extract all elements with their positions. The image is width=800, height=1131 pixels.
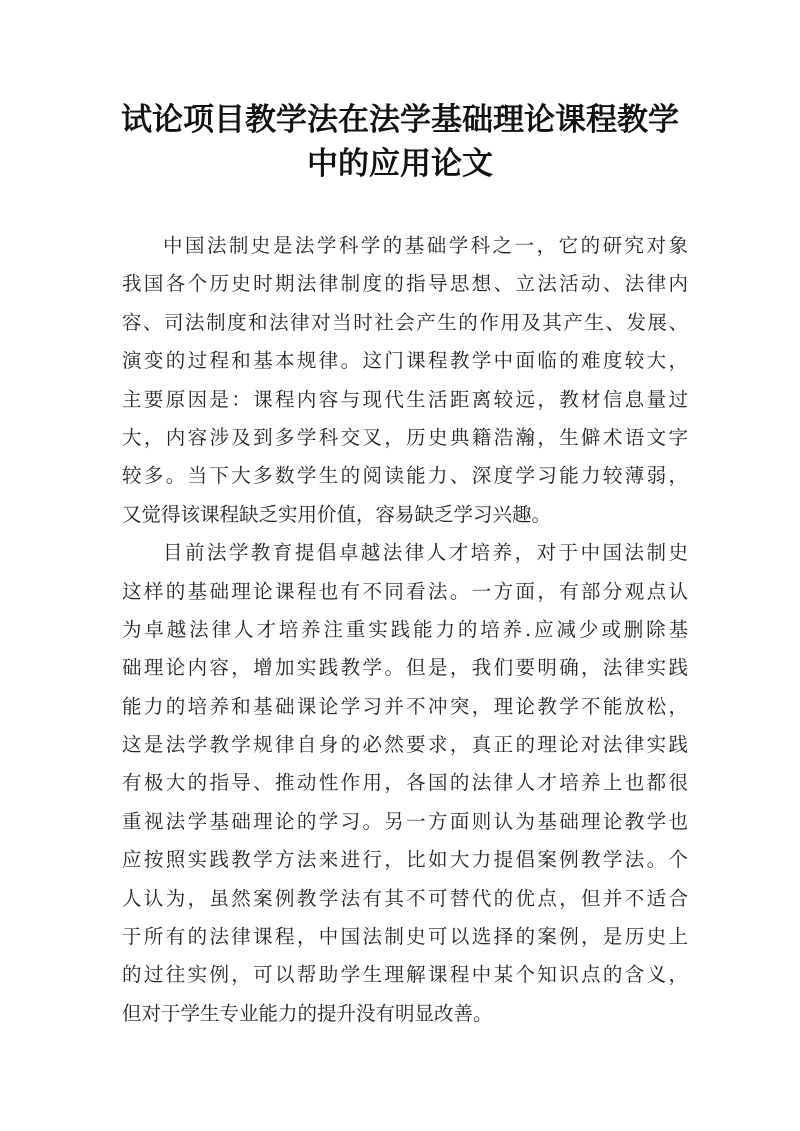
- paragraph-line: 人认为，虽然案例教学法有其不可替代的优点，但并不适合: [122, 886, 688, 910]
- title-line-2: 中的应用论文: [307, 146, 493, 182]
- paragraph-1: [122, 227, 688, 534]
- paragraph-line: 演变的过程和基本规律。这门课程教学中面临的难度较大，: [122, 349, 688, 373]
- paragraph-line: 中国法制史是法学科学的基础学科之一，它的研究对象: [163, 234, 688, 257]
- paragraph-line: 重视法学基础理论的学习。另一方面则认为基础理论教学也: [122, 809, 688, 833]
- paragraph-line: 又觉得该课程缺乏实用价值，容易缺乏学习兴趣。: [122, 502, 552, 526]
- paragraph-line: 主要原因是：课程内容与现代生活距离较远，教材信息量过: [122, 387, 688, 411]
- document-body: [122, 227, 688, 1033]
- paragraph-line: 但对于学生专业能力的提升没有明显改善。: [122, 1001, 493, 1025]
- paragraph-line: 这样的基础理论课程也有不同看法。一方面，有部分观点认: [122, 579, 688, 603]
- paragraph-2: [122, 534, 688, 1033]
- paragraph-line: 容、司法制度和法律对当时社会产生的作用及其产生、发展、: [122, 310, 688, 334]
- document-title: [100, 98, 700, 186]
- paragraph-line: 的过往实例，可以帮助学生理解课程中某个知识点的含义，: [122, 963, 688, 987]
- paragraph-line: 能力的培养和基础课论学习并不冲突，理论教学不能放松，: [122, 694, 688, 718]
- paragraph-line: 较多。当下大多数学生的阅读能力、深度学习能力较薄弱，: [122, 464, 688, 488]
- title-line-1: 试论项目教学法在法学基础理论课程教学: [121, 102, 679, 138]
- paragraph-line: 大，内容涉及到多学科交叉，历史典籍浩瀚，生僻术语文字: [122, 425, 688, 449]
- paragraph-line: 于所有的法律课程，中国法制史可以选择的案例，是历史上: [122, 925, 688, 949]
- paragraph-line: 础理论内容，增加实践教学。但是，我们要明确，法律实践: [122, 656, 688, 680]
- paragraph-line: 这是法学教学规律自身的必然要求，真正的理论对法律实践: [122, 733, 688, 757]
- paragraph-line: 我国各个历史时期法律制度的指导思想、立法活动、法律内: [122, 272, 688, 296]
- paragraph-line: 目前法学教育提倡卓越法律人才培养，对于中国法制史: [163, 541, 688, 565]
- paragraph-line: 为卓越法律人才培养注重实践能力的培养.应减少或删除基: [122, 617, 688, 641]
- paragraph-line: 应按照实践教学方法来进行，比如大力提倡案例教学法。个: [122, 848, 688, 872]
- paragraph-line: 有极大的指导、推动性作用，各国的法律人才培养上也都很: [122, 771, 688, 795]
